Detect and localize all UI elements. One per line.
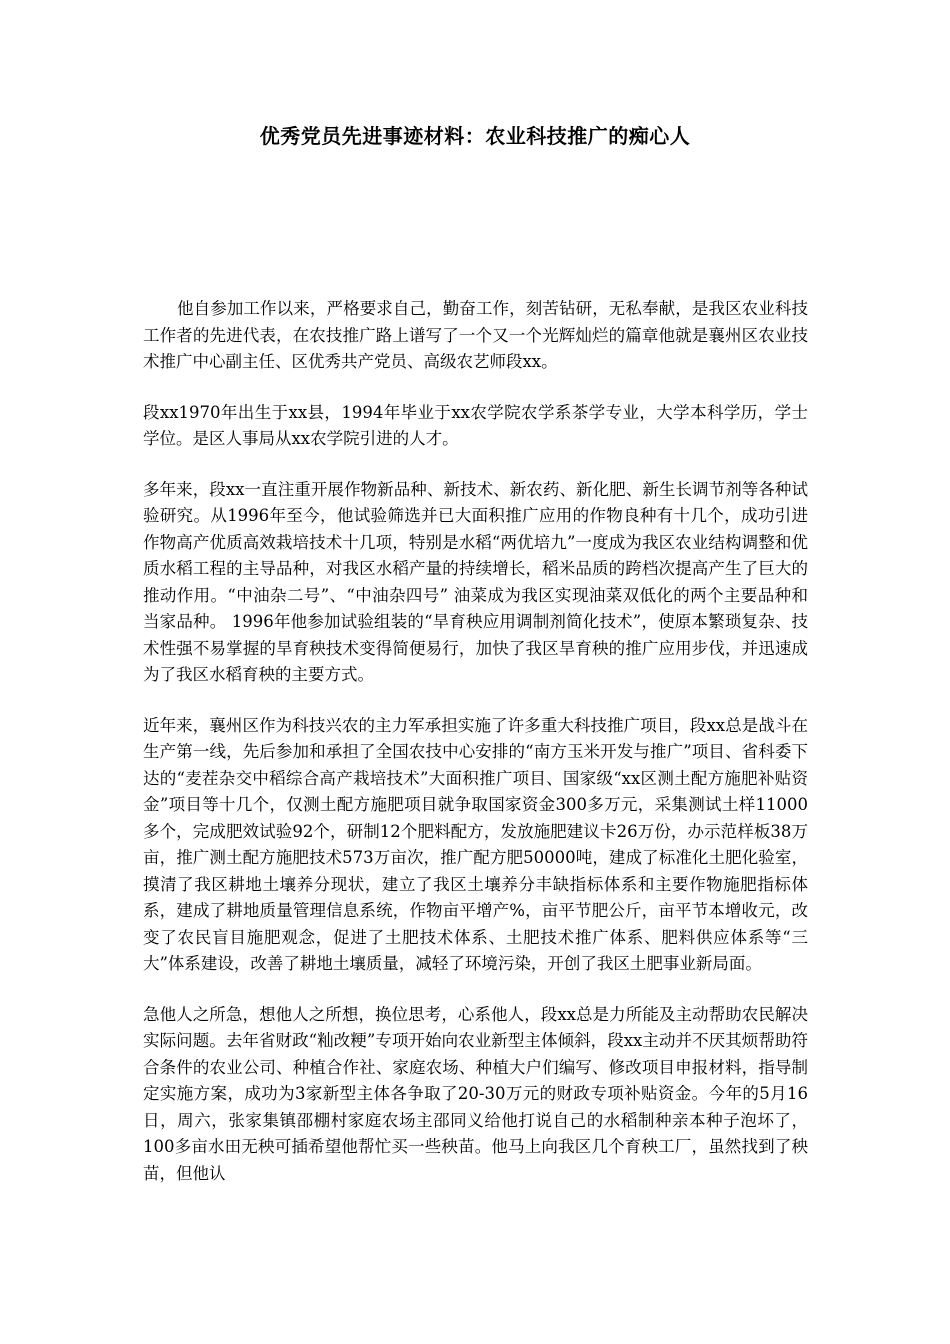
paragraph-research: 多年来，段xx一直注重开展作物新品种、新技术、新农药、新化肥、新生长调节剂等各种试验研究。从1996年至今，他试验筛选并已大面积推广应用的作物良种有十几个，成功引进作物高产优质高效栽培技术十几项，特别是水稻“两优培九”一度成为我区农业结构调整和优质水稻工程的主导品种，对我区水稻产量的持续增长，稻米品质的跨档次提高产生了巨大的推动作用。“中油杂二号”、“中油杂四号” 油菜成为我区实现油菜双低化的两个主要品种和当家品种。 1996年他参加试验组装的“旱育秧应用调制剂简化技术”，使原本繁琐复杂、技术性强不易掌握的旱育秧技术变得简便易行，加快了我区旱育秧的推广应用步伐，并迅速成为了我区水稻育秧的主要方式。 bbox=[143, 479, 808, 684]
paragraph-projects: 近年来，襄州区作为科技兴农的主力军承担实施了许多重大科技推广项目，段xx总是战斗在生产第一线，先后参加和承担了全国农技中心安排的“南方玉米开发与推广”项目、省科委下达的“麦茬杂交中稻综合高产栽培技术”大面积推广项目、国家级“xx区测土配方施肥补贴资金”项目等十几个，仅测土配方施肥项目就争取国家资金300多万元，采集测试土样11000多个，完成肥效试验92个，研制12个肥料配方，发放施肥建议卡26万份，办示范样板38万亩，推广测土配方施肥技术573万亩次，推广配方肥50000吨，建成了标准化土肥化验室，摸清了我区耕地土壤养分现状，建立了我区土壤养分丰缺指标体系和主要作物施肥指标体系，建成了耕地质量管理信息系统，作物亩平增产%，亩平节肥公斤，亩平节本增收元，改变了农民盲目施肥观念，促进了土肥技术体系、土肥技术推广体系、肥料供应体系等“三大”体系建设，改善了耕地土壤质量，减轻了环境污染，开创了我区土肥事业新局面。 bbox=[143, 715, 808, 973]
document-body bbox=[143, 296, 808, 1211]
paragraph-background: 段xx1970年出生于xx县，1994年毕业于xx农学院农学系茶学专业，大学本科学历，学士学位。是区人事局从xx农学院引进的人才。 bbox=[143, 402, 808, 448]
paragraph-intro: 他自参加工作以来，严格要求自己，勤奋工作，刻苦钻研，无私奉献，是我区农业科技工作者的先进代表，在农技推广路上谱写了一个又一个光辉灿烂的篇章他就是襄州区农业技术推广中心副主任、区优秀共产党员、高级农艺师段xx。 bbox=[143, 299, 808, 371]
paragraph-helping-farmers: 急他人之所急，想他人之所想，换位思考，心系他人，段xx总是力所能及主动帮助农民解决实际问题。去年省财政“籼改粳”专项开始向农业新型主体倾斜，段xx主动并不厌其烦帮助符合条件的农业公司、种植合作社、家庭农场、种植大户们编写、修改项目申报材料，指导制定实施方案，成功为3家新型主体各争取了20-30万元的财政专项补贴资金。今年的5月16日，周六，张家集镇邵棚村家庭农场主邵同义给他打说自己的水稻制种亲本种子泡坏了，100多亩水田无秧可插希望他帮忙买一些秧苗。他马上向我区几个育秧工厂，虽然找到了秧苗，但他认 bbox=[143, 1004, 808, 1183]
document-title: 优秀党员先进事迹材料：农业科技推广的痴心人 bbox=[259, 124, 691, 148]
